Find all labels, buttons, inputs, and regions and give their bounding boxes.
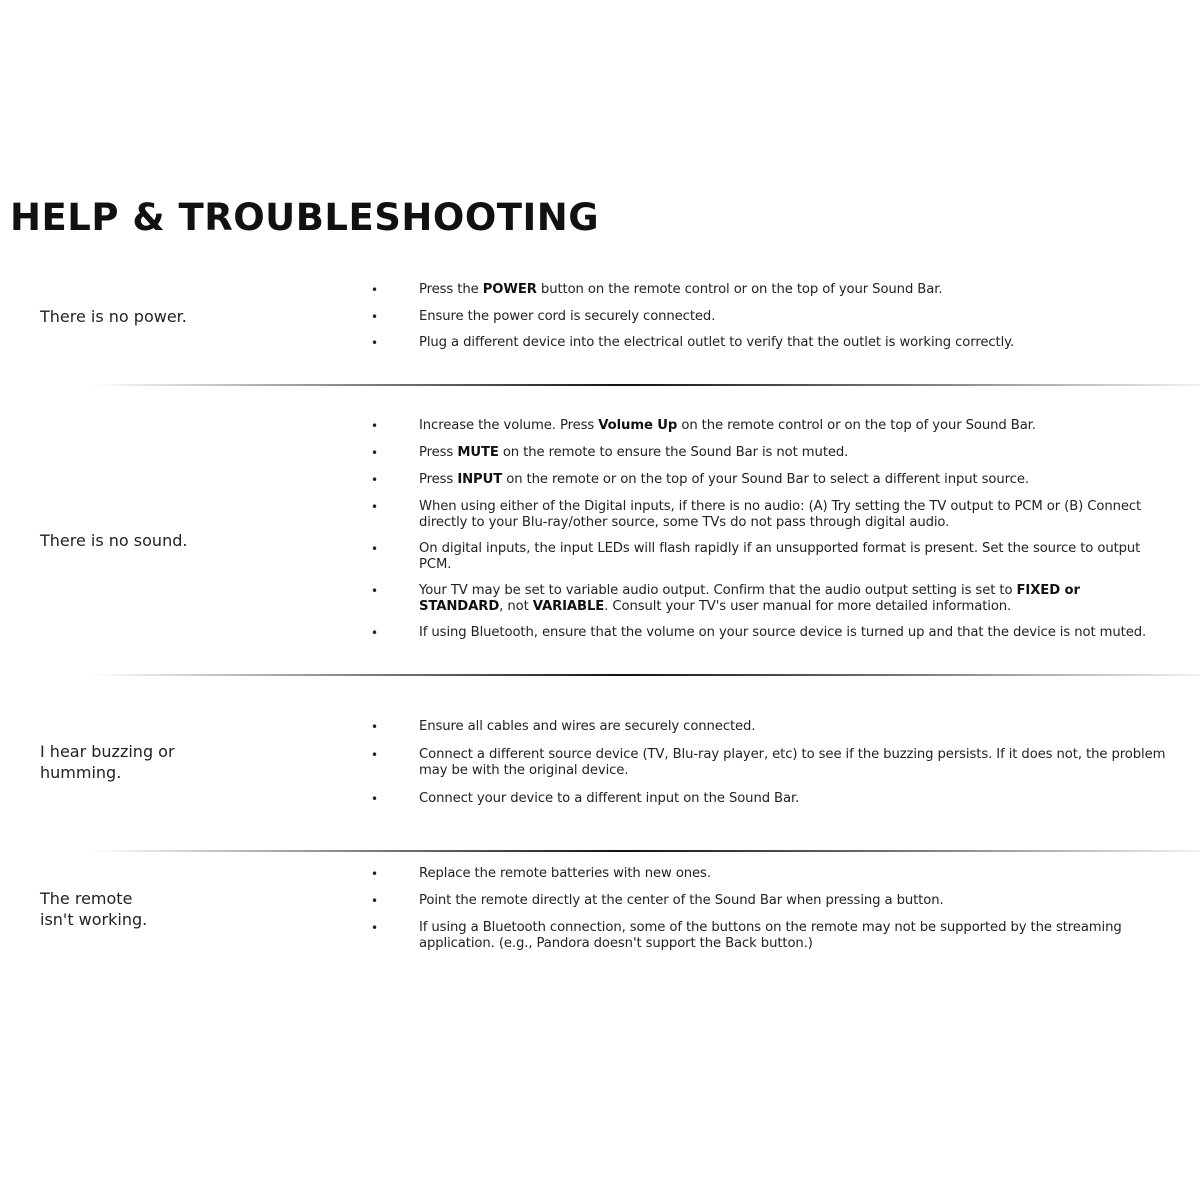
solution-item: • When using either of the Digital inputs, if there is no audio: (A) Try setting the TV output to PCM or (B) Connect directly to your Blu-ray/other source, some TVs do not pass through digital audio. xyxy=(368,499,1168,531)
solution-item: • Press INPUT on the remote or on the top of your Sound Bar to select a different input source. xyxy=(368,472,1168,488)
solution-item: • If using a Bluetooth connection, some of the buttons on the remote may not be supported by the streaming application. (e.g., Pandora doesn't support the Back button.) xyxy=(368,920,1168,952)
solution-item: • Press MUTE on the remote to ensure the Sound Bar is not muted. xyxy=(368,445,1168,461)
solution-item: • Replace the remote batteries with new ones. xyxy=(368,866,1168,882)
section-divider xyxy=(90,850,1200,852)
solution-item: • On digital inputs, the input LEDs will flash rapidly if an unsupported format is present. Set the source to output PCM. xyxy=(368,541,1168,573)
solution-item: • Connect your device to a different input on the Sound Bar. xyxy=(368,791,1168,807)
solutions-remote xyxy=(368,866,1168,952)
solution-item: • Ensure the power cord is securely connected. xyxy=(368,309,1168,325)
solutions-buzzing xyxy=(368,719,1168,807)
solution-item: • Press the POWER button on the remote control or on the top of your Sound Bar. xyxy=(368,282,1168,298)
problem-no-power: There is no power. xyxy=(40,307,187,326)
solutions-no-power xyxy=(368,282,1168,351)
problem-no-sound: There is no sound. xyxy=(40,531,188,550)
section-divider xyxy=(90,674,1200,676)
problem-buzzing: I hear buzzing or humming. xyxy=(40,742,175,782)
solutions-no-sound xyxy=(368,418,1168,641)
solution-item: • Ensure all cables and wires are securely connected. xyxy=(368,719,1168,735)
solution-item: • Point the remote directly at the center of the Sound Bar when pressing a button. xyxy=(368,893,1168,909)
solution-item: • Your TV may be set to variable audio output. Confirm that the audio output setting is set to FIXED or STANDARD, not VARIABLE. Consult your TV's user manual for more detailed information. xyxy=(368,583,1168,615)
solution-item: • Plug a different device into the electrical outlet to verify that the outlet is working correctly. xyxy=(368,335,1168,351)
problem-remote: The remote isn't working. xyxy=(40,889,148,929)
solution-item: • Connect a different source device (TV, Blu-ray player, etc) to see if the buzzing persists. If it does not, the problem may be with the original device. xyxy=(368,747,1168,779)
solution-item: • If using Bluetooth, ensure that the volume on your source device is turned up and that the device is not muted. xyxy=(368,625,1168,641)
solution-item: • Increase the volume. Press Volume Up on the remote control or on the top of your Sound Bar. xyxy=(368,418,1168,434)
page-title: HELP & TROUBLESHOOTING xyxy=(10,196,600,239)
section-divider xyxy=(90,384,1200,386)
